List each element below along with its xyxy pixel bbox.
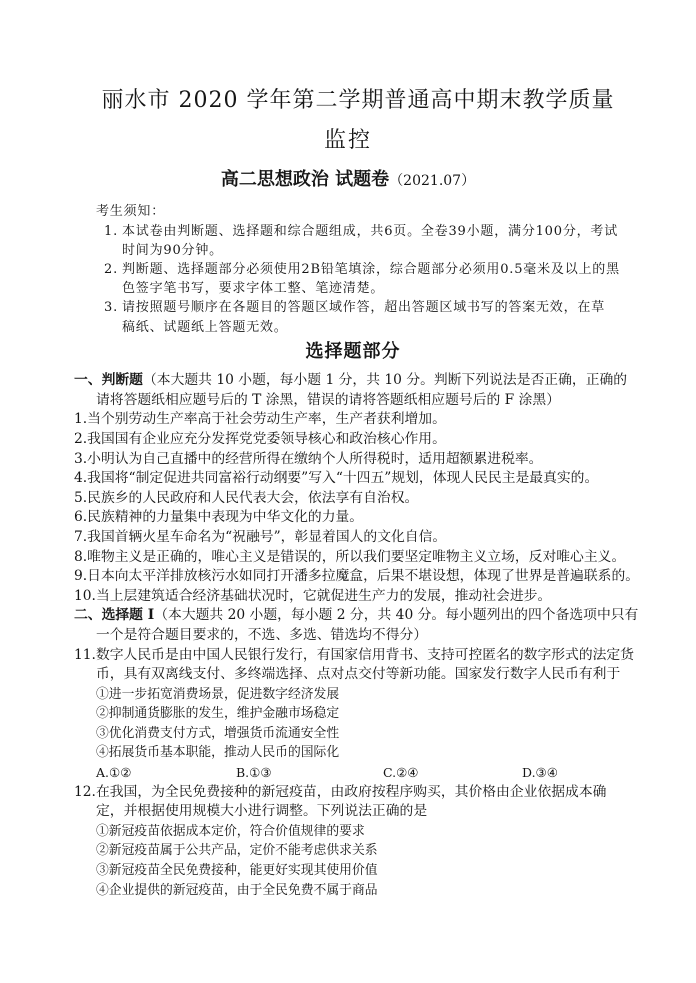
question-stem: 11.数字人民币是由中国人民银行发行，有国家信用背书、支持可控匿名的数字形式的法定货: [74, 646, 635, 663]
exam-subtitle: [0, 169, 696, 192]
notice-item: [0, 260, 696, 279]
section-heading: [0, 606, 696, 626]
judgement-item: 3.小明认为自己直播中的经营所得在缴纳个人所得税时，适用超额累进税率。: [74, 450, 543, 467]
question-stem: 12.在我国，为全民免费接种的新冠疫苗，由政府按程序购买，其价格由企业依据成本确: [74, 783, 607, 800]
judgement-item: 6.民族精神的力量集中表现为中华文化的力量。: [74, 509, 364, 526]
question-statement: ④拓展货币基本职能，推动人民币的国际化: [96, 745, 340, 761]
judgement-item: 7.我国首辆火星车命名为“祝融号”，彰显着国人的文化自信。: [74, 528, 447, 545]
choice-c: C.②④: [383, 765, 419, 781]
exam-title-line1: 丽水市 2020 学年第二学期普通高中期末教学质量: [101, 88, 615, 113]
candidate-notice: [0, 202, 696, 336]
question-stem-continuation: 定，并根据使用规模大小进行调整。下列说法正确的是: [96, 803, 428, 820]
question-body: [0, 371, 696, 900]
choice-d: D.③④: [522, 765, 558, 781]
question-statement: ①进一步拓宽消费场景，促进数字经济发展: [96, 686, 340, 702]
section-instructions: （本大题共 10 小题，每小题 1 分，共 10 分。判断下列说法是否正确，正确的: [142, 372, 628, 389]
choice-a: A.①②: [96, 765, 132, 781]
notice-item-text: 色签字笔书写，要求字体工整、笔迹清楚。: [122, 281, 385, 297]
question-statement: ④企业提供的新冠疫苗，由于全民免费不属于商品: [96, 882, 378, 898]
judgement-item: 2.我国国有企业应充分发挥党党委领导核心和政治核心作用。: [74, 430, 446, 447]
question-statement: ③优化消费支付方式，增强货币流通安全性: [96, 725, 340, 741]
exam-title-line2: 监控: [323, 128, 372, 153]
notice-heading: 考生须知：: [96, 204, 166, 220]
judgement-item: 10.当上层建筑适合经济基础状况时，它就促进生产力的发展，推动社会进步。: [74, 587, 552, 604]
section-label: 二、选择题 I: [74, 607, 155, 624]
notice-item-continuation: [0, 279, 696, 298]
choice-b: B.①③: [236, 765, 272, 781]
notice-item-text: 时间为90分钟。: [122, 242, 223, 258]
notice-item-continuation: [0, 318, 696, 337]
section-instructions-continuation: 一个是符合题目要求的，不选、多选、错选均不得分）: [96, 626, 428, 643]
question-statement: ②抑制通货膨胀的发生，维护金融市场稳定: [96, 706, 340, 722]
part-title: 选择题部分: [305, 341, 401, 362]
judgement-item: 4.我国将“制定促进共同富裕行动纲要”写入“十四五”规划，体现人民民主是最真实的。: [74, 470, 599, 487]
section-heading: [0, 371, 696, 391]
notice-item-text: 判断题、选择题部分必须使用2B铅笔填涂，综合题部分必须用0.5毫米及以上的黑: [122, 261, 620, 277]
notice-item-number: 3.: [104, 300, 119, 316]
judgement-item: 5.民族乡的人民政府和人民代表大会，依法享有自治权。: [74, 489, 419, 506]
question-statement: ③新冠疫苗全民免费接种，能更好实现其使用价值: [96, 863, 378, 879]
answer-choices: [0, 763, 696, 783]
section-label: 一、判断题: [74, 372, 143, 389]
exam-date: （2021.07）: [389, 173, 476, 189]
notice-item: [0, 222, 696, 241]
notice-item-continuation: [0, 241, 696, 260]
notice-item-number: 1.: [104, 223, 119, 239]
judgement-item: 9.日本向太平洋排放核污水如同打开潘多拉魔盒，后果不堪设想，体现了世界是普遍联系的。: [74, 568, 640, 585]
notice-item-text: 稿纸、试题纸上答题无效。: [122, 319, 288, 335]
notice-item-text: 本试卷由判断题、选择题和综合题组成，共6页。全卷39小题，满分100分，考试: [122, 223, 619, 239]
question-stem-continuation: 币，具有双离线支付、多终端选择、点对点交付等新功能。国家发行数字人民币有利于: [96, 666, 621, 683]
notice-item-text: 请按照题号顺序在各题目的答题区域作答，超出答题区域书写的答案无效，在草: [122, 300, 606, 316]
judgement-item: 8.唯物主义是正确的，唯心主义是错误的，所以我们要坚定唯物主义立场，反对唯心主义。: [74, 548, 626, 565]
notice-item: [0, 298, 696, 317]
judgement-item: 1.当个别劳动生产率高于社会劳动生产率，生产者获利增加。: [74, 411, 446, 428]
subject-title: 高二思想政治 试题卷: [220, 169, 390, 190]
question-statement: ②新冠疫苗属于公共产品，定价不能考虑供求关系: [96, 843, 378, 859]
section-instructions: （本大题共 20 小题，每小题 2 分，共 40 分。每小题列出的四个备选项中只有: [154, 607, 639, 624]
notice-item-number: 2.: [104, 261, 119, 277]
section-instructions-continuation: 请将答题纸相应题号后的 T 涂黑，错误的请将答题纸相应题号后的 F 涂黑）: [96, 391, 561, 408]
question-statement: ①新冠疫苗依据成本定价，符合价值规律的要求: [96, 823, 365, 839]
